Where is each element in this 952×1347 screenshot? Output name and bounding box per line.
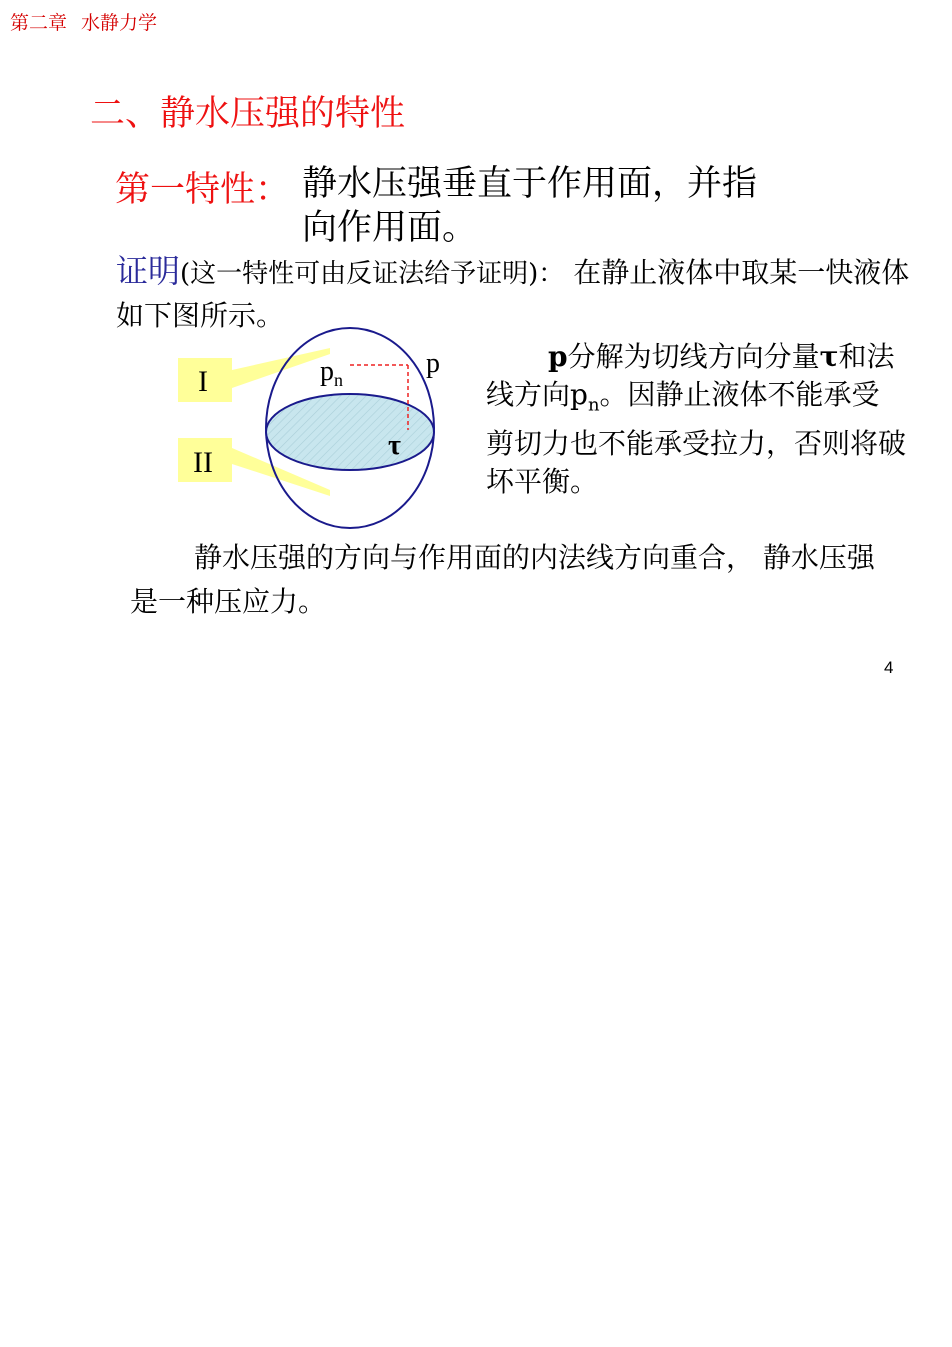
proof-label: 证明	[116, 252, 181, 290]
conclusion-paragraph	[130, 536, 890, 624]
label-bottom: II	[193, 446, 213, 479]
tau-label: τ	[388, 430, 401, 461]
label-top: I	[198, 365, 208, 398]
desc-pn-subscript: n	[587, 394, 600, 416]
desc-pn-symbol: p	[570, 378, 588, 411]
property-line-1: 静水压强垂直于作用面，并指	[302, 164, 758, 204]
p-label: p	[426, 348, 440, 379]
section-title: 二、静水压强的特性	[90, 94, 406, 134]
conclusion-text: 静水压强的方向与作用面的内法线方向重合， 静水压强是一种压应力。	[130, 541, 875, 618]
desc-part-1: 分解为切线方向分量	[567, 340, 820, 373]
subject-label: 水静力学	[81, 12, 158, 34]
property-line-2: 向作用面。	[302, 208, 478, 248]
cutting-plane-disc	[266, 394, 434, 470]
property-label: 第一特性：	[115, 170, 291, 210]
chapter-label: 第二章	[10, 12, 68, 34]
decomposition-paragraph	[486, 338, 906, 501]
desc-p-symbol: p	[548, 340, 568, 373]
desc-part-3: 。因静止液体不能承受剪切力也不能承受拉力，否则将破坏平衡。	[486, 378, 907, 498]
desc-part-2: 和法线方向	[486, 340, 895, 411]
page-header	[10, 8, 157, 35]
desc-tau-symbol: τ	[819, 340, 839, 373]
fluid-body-diagram	[170, 320, 470, 540]
page-number: 4	[884, 658, 894, 677]
callout-wedge-top	[232, 348, 330, 388]
property-text	[302, 162, 822, 250]
proof-text: 在静止液体中取某一快液体如下图所示。	[116, 256, 910, 332]
pn-label: $p_n$	[320, 356, 343, 390]
proof-parenthetical: (这一特性可由反证法给予证明)：	[180, 259, 565, 289]
